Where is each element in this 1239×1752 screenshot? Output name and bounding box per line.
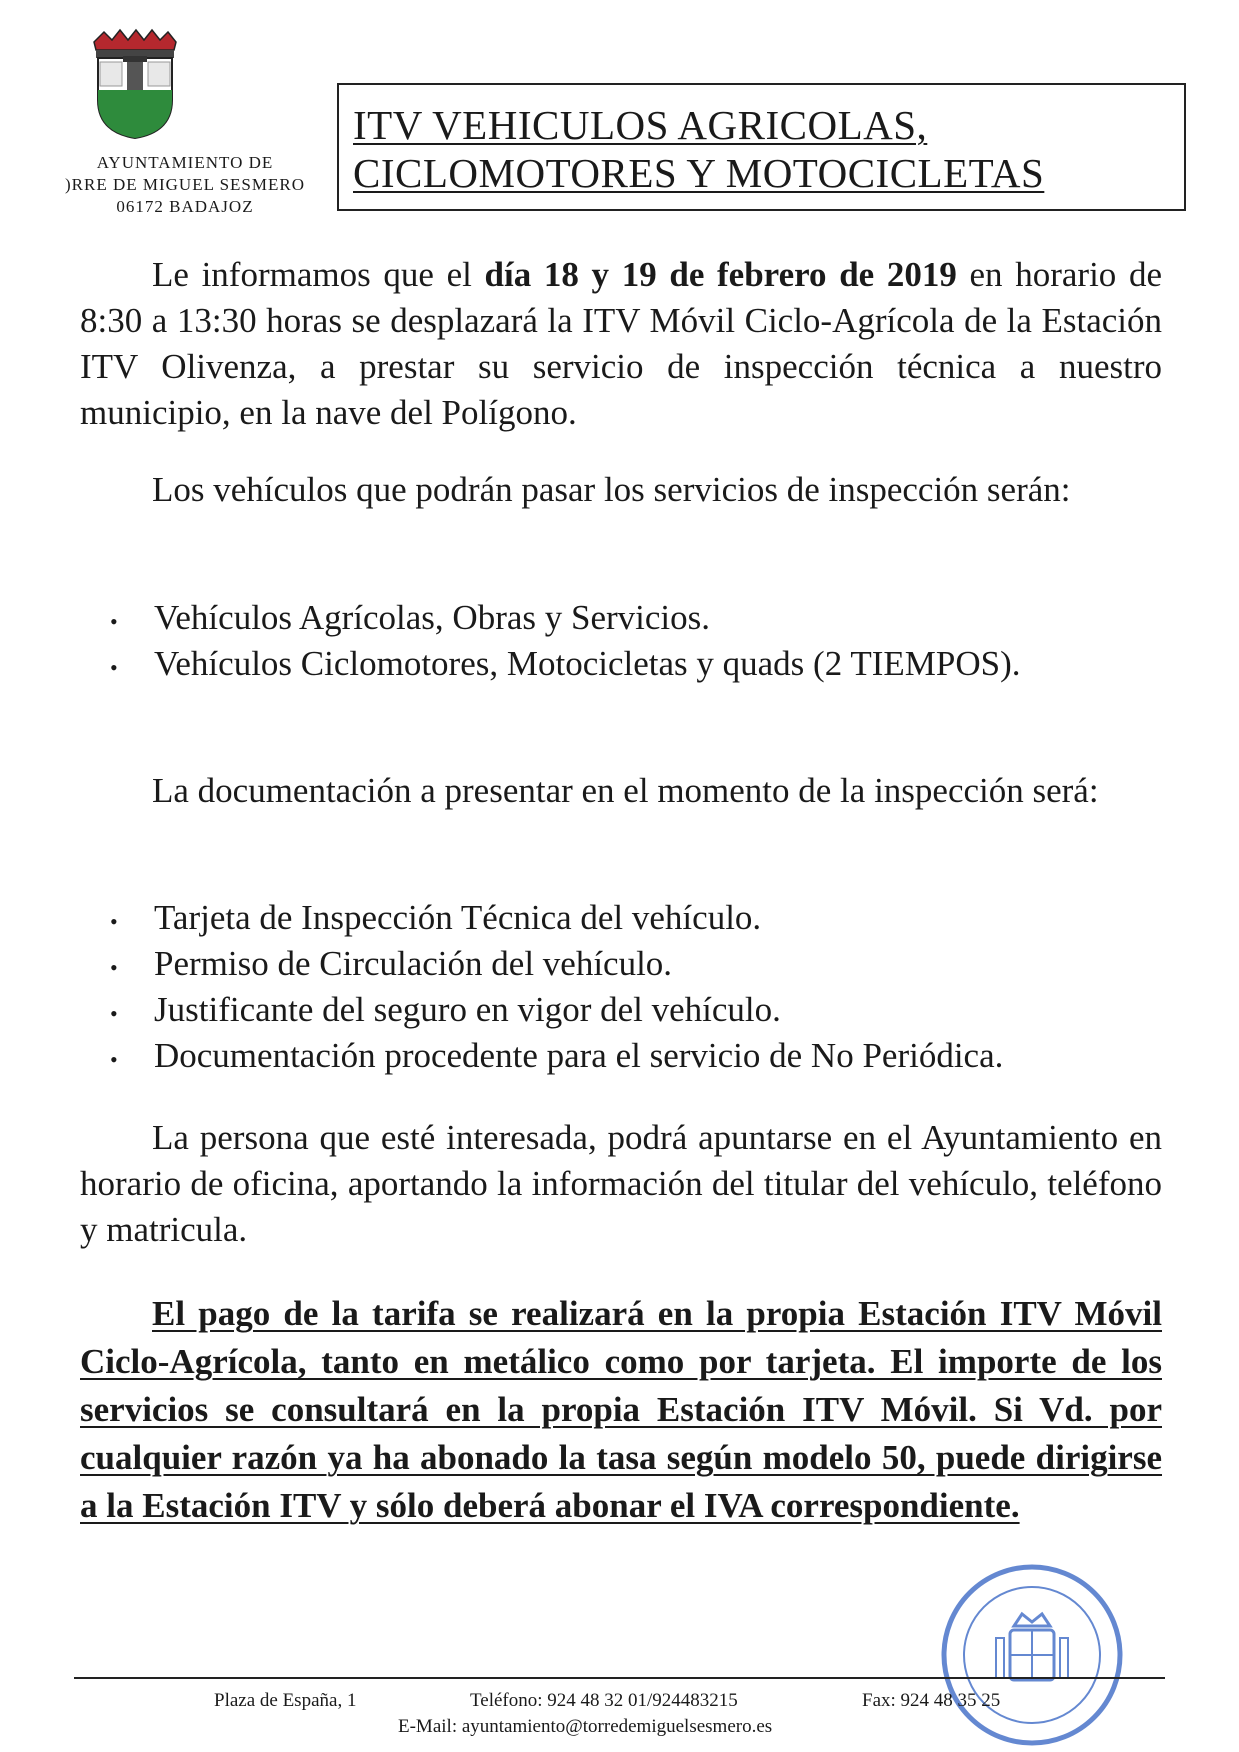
documents-intro-text: La documentación a presentar en el momento de la inspección será: — [152, 771, 1099, 810]
official-seal-icon — [930, 1560, 1135, 1750]
title-line-2: CICLOMOTORES Y MOTOCICLETAS — [353, 150, 1045, 196]
organization-name-line1: AYUNTAMIENTO DE — [96, 153, 274, 172]
organization-name-line2: )RRE DE MIGUEL SESMERO — [64, 175, 305, 194]
list-item: • Vehículos Ciclomotores, Motocicletas y quads (2 TIEMPOS). — [110, 641, 1162, 687]
intro-text-b: en horario de 8:30 a 13:30 horas se desplazará la ITV Móvil Ciclo-Agrícola de la Estación ITV Olivenza, a prestar su servicio de inspección técnica a nuestro municipio, en la nave del Polígono. — [80, 255, 1162, 432]
intro-text-a: Le informamos que el — [152, 255, 485, 294]
list-item: • Vehículos Agrícolas, Obras y Servicios. — [110, 595, 1162, 641]
payment-text: El pago de la tarifa se realizará en la propia Estación ITV Móvil Ciclo-Agrícola, tanto en metálico como por tarjeta. El importe de los servicios se consultará en la propia Estación ITV Móvil. Si Vd. por cualquier razón ya ha abonado la tasa según modelo 50, puede dirigirse a la Estación ITV y sólo deberá abonar el IVA correspondiente. — [80, 1294, 1162, 1525]
documents-list — [110, 895, 1162, 1079]
registration-paragraph — [80, 1115, 1162, 1253]
vehicles-intro-paragraph — [80, 467, 1162, 513]
list-item: • Justificante del seguro en vigor del vehículo. — [110, 987, 1162, 1033]
title-box — [337, 83, 1186, 211]
vehicles-intro-text: Los vehículos que podrán pasar los servicios de inspección serán: — [152, 470, 1071, 509]
footer-phone: Teléfono: 924 48 32 01/924483215 — [470, 1690, 738, 1711]
footer-divider — [74, 1677, 1165, 1679]
intro-paragraph — [80, 252, 1162, 436]
list-item: • Documentación procedente para el servicio de No Periódica. — [110, 1033, 1162, 1079]
footer-fax: Fax: 924 48 35 25 — [862, 1690, 1001, 1711]
coat-of-arms-icon — [90, 28, 180, 140]
documents-intro-paragraph — [80, 768, 1162, 814]
payment-paragraph — [80, 1290, 1162, 1530]
list-item: • Tarjeta de Inspección Técnica del vehículo. — [110, 895, 1162, 941]
registration-text: La persona que esté interesada, podrá apuntarse en el Ayuntamiento en horario de oficina, aportando la información del titular del vehículo, teléfono y matricula. — [80, 1118, 1162, 1249]
list-item: • Permiso de Circulación del vehículo. — [110, 941, 1162, 987]
organization-block — [40, 152, 330, 218]
vehicles-list — [110, 595, 1162, 687]
organization-postal-line: 06172 BADAJOZ — [116, 197, 254, 216]
footer-address: Plaza de España, 1 — [214, 1690, 357, 1711]
title-line-1: ITV VEHICULOS AGRICOLAS, — [353, 102, 928, 148]
intro-date: día 18 y 19 de febrero de 2019 — [484, 255, 957, 294]
footer-email: E-Mail: ayuntamiento@torredemiguelsesmero.es — [398, 1716, 773, 1737]
